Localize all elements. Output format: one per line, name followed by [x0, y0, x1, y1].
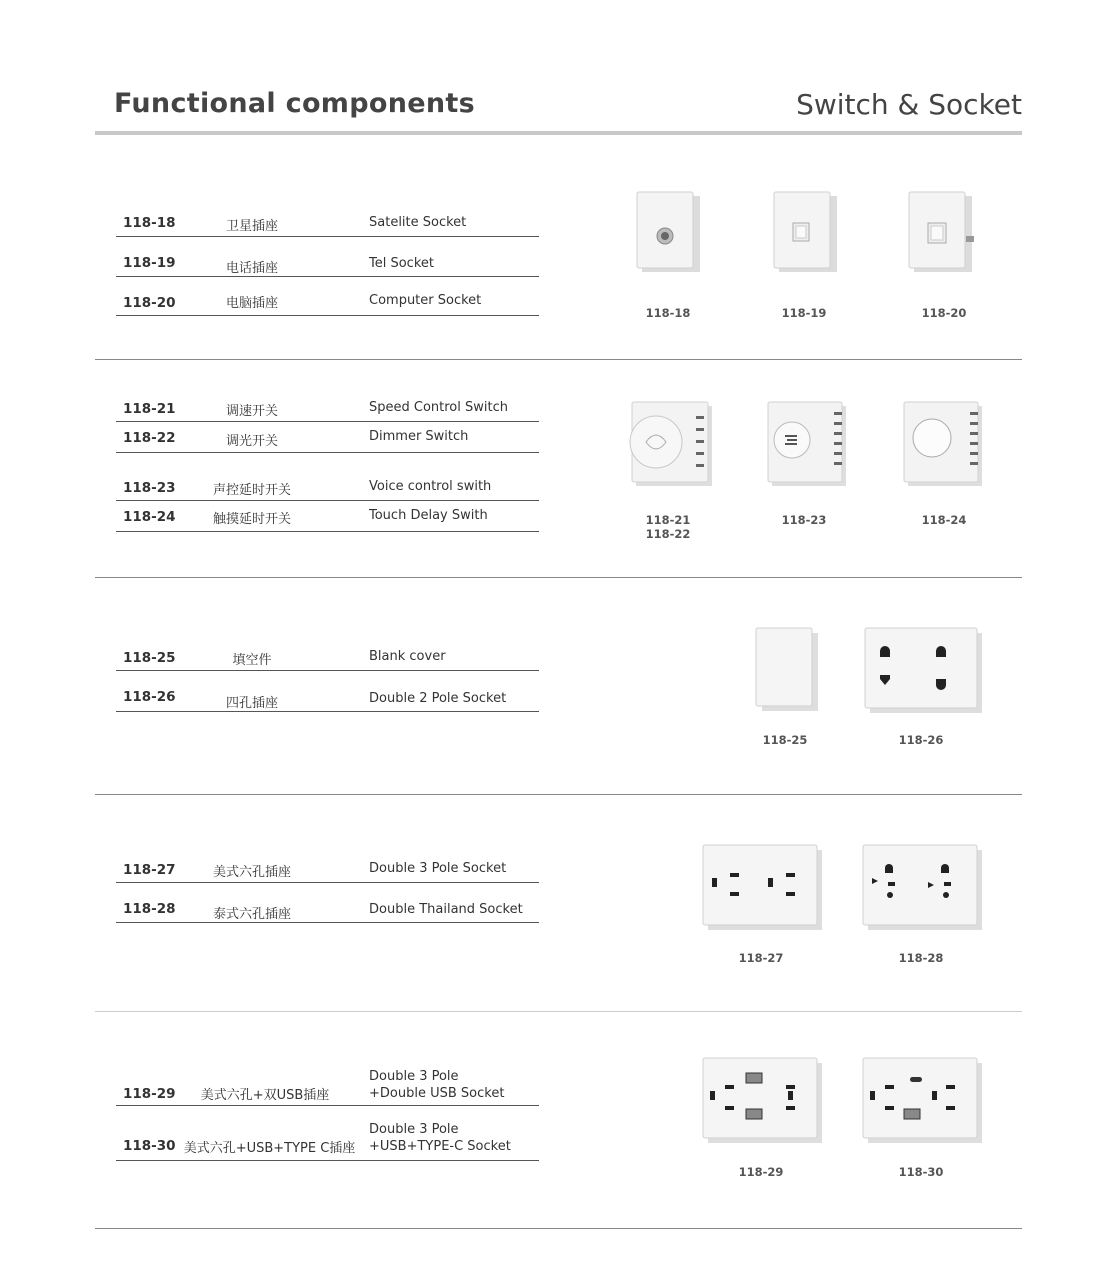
item-code: 118-18 [123, 215, 176, 231]
product-label: 118-21 [645, 513, 691, 527]
item-name-en: Double 2 Pole Socket [369, 691, 507, 706]
double-thailand-socket-image [860, 842, 984, 932]
row-divider [116, 531, 539, 532]
item-name-cn: 触摸延时开关 [212, 512, 291, 527]
item-code: 118-25 [123, 650, 176, 666]
item-name-en: Dimmer Switch [369, 429, 469, 444]
item-name-cn: 美式六孔+双USB插座 [200, 1088, 330, 1103]
item-name-en: Touch Delay Swith [369, 508, 488, 523]
blank-cover-image [752, 625, 822, 713]
row-divider [116, 452, 539, 453]
item-name-cn: 美式六孔+USB+TYPE C插座 [183, 1141, 356, 1156]
item-name-en-line2: +Double USB Socket [369, 1086, 505, 1101]
item-name-en: Computer Socket [369, 293, 482, 308]
tel-socket-image [771, 190, 839, 274]
row-divider [116, 711, 539, 712]
item-name-cn: 电脑插座 [225, 296, 278, 311]
speed-control-switch-image [626, 398, 716, 490]
double-3-pole-usb-typec-socket-image [860, 1055, 984, 1145]
product-label: 118-23 [781, 513, 827, 527]
row-divider [116, 1105, 539, 1106]
item-code: 118-29 [123, 1086, 176, 1102]
item-name-en: Satelite Socket [369, 215, 467, 230]
product-label: 118-20 [921, 306, 967, 320]
row-divider [116, 500, 539, 501]
product-label: 118-26 [898, 733, 944, 747]
item-name-en-line2: +USB+TYPE-C Socket [369, 1139, 511, 1154]
item-name-en: Double 3 Pole Socket [369, 861, 507, 876]
header-divider [95, 131, 1022, 135]
item-name-cn: 调光开关 [225, 434, 278, 449]
section-divider [95, 1011, 1022, 1012]
item-name-cn: 声控延时开关 [212, 483, 291, 498]
item-name-en-line1: Double 3 Pole [369, 1122, 459, 1137]
item-code: 118-20 [123, 295, 176, 311]
item-code: 118-19 [123, 255, 176, 271]
item-name-cn: 调速开关 [225, 404, 278, 419]
row-divider [116, 1160, 539, 1161]
row-divider [116, 276, 539, 277]
item-code: 118-21 [123, 401, 176, 417]
item-code: 118-28 [123, 901, 176, 917]
product-label: 118-19 [781, 306, 827, 320]
item-name-en: Voice control swith [369, 479, 492, 494]
item-name-cn: 电话插座 [225, 261, 278, 276]
item-code: 118-26 [123, 689, 176, 705]
category-title: Switch & Socket [796, 88, 1022, 121]
item-code: 118-22 [123, 430, 176, 446]
item-name-en: Blank cover [369, 649, 446, 664]
section-divider [95, 577, 1022, 578]
row-divider [116, 421, 539, 422]
section-divider [95, 794, 1022, 795]
product-label: 118-29 [738, 1165, 784, 1179]
product-label: 118-27 [738, 951, 784, 965]
item-name-cn: 美式六孔插座 [212, 865, 291, 880]
touch-delay-switch-image [900, 398, 986, 490]
page-title: Functional components [114, 88, 475, 119]
row-divider [116, 315, 539, 316]
product-label: 118-18 [645, 306, 691, 320]
item-code: 118-27 [123, 862, 176, 878]
item-name-cn: 泰式六孔插座 [212, 907, 291, 922]
item-name-cn: 填空件 [232, 653, 272, 668]
item-name-en: Speed Control Switch [369, 400, 508, 415]
double-3-pole-socket-image [700, 842, 824, 932]
item-name-cn: 四孔插座 [225, 696, 278, 711]
section-divider [95, 359, 1022, 360]
row-divider [116, 922, 539, 923]
section-divider [95, 1228, 1022, 1229]
voice-control-switch-image [764, 398, 850, 490]
row-divider [116, 236, 539, 237]
item-name-en: Tel Socket [369, 256, 434, 271]
item-name-en-line1: Double 3 Pole [369, 1069, 459, 1084]
double-2-pole-socket-image [862, 625, 984, 715]
product-label: 118-25 [762, 733, 808, 747]
item-code: 118-30 [123, 1138, 176, 1154]
product-label: 118-22 [645, 527, 691, 541]
item-code: 118-23 [123, 480, 176, 496]
item-name-cn: 卫星插座 [225, 219, 278, 234]
double-3-pole-usb-socket-image [700, 1055, 824, 1145]
product-label: 118-28 [898, 951, 944, 965]
satellite-socket-image [634, 190, 702, 274]
item-code: 118-24 [123, 509, 176, 525]
item-name-en: Double Thailand Socket [369, 902, 523, 917]
row-divider [116, 882, 539, 883]
row-divider [116, 670, 539, 671]
computer-socket-image [906, 190, 978, 274]
product-label: 118-30 [898, 1165, 944, 1179]
product-label: 118-24 [921, 513, 967, 527]
